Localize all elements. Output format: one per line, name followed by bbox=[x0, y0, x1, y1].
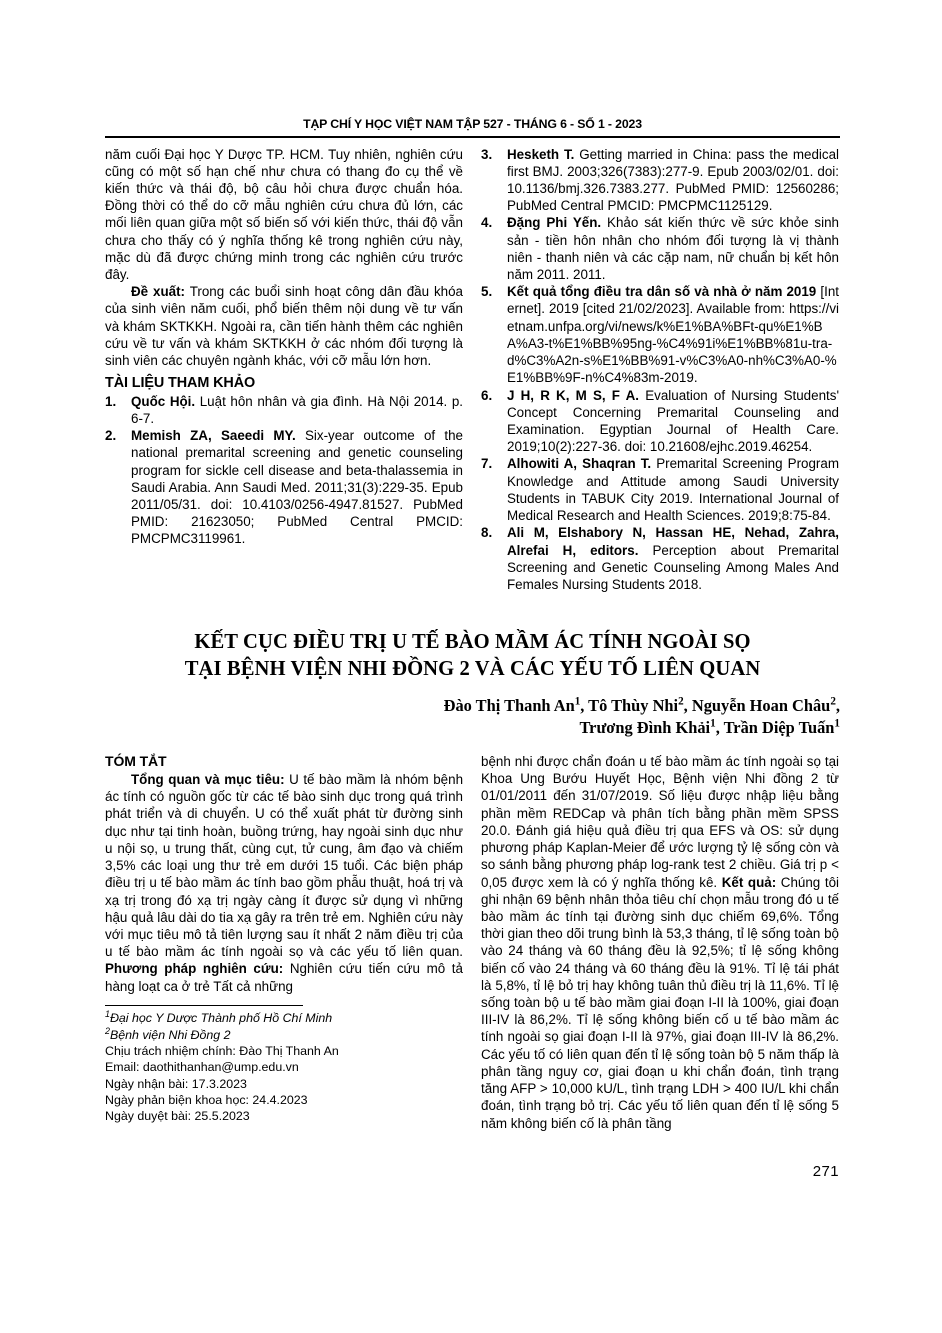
previous-article-columns bbox=[105, 146, 840, 594]
reference-item bbox=[481, 283, 839, 386]
accepted-date: Ngày duyệt bài: 25.5.2023 bbox=[105, 1108, 250, 1123]
page-number: 271 bbox=[812, 1163, 839, 1180]
abstract-results-label: Kết quả: bbox=[721, 874, 777, 890]
article-title-line-1: KẾT CỤC ĐIỀU TRỊ U TẾ BÀO MẦM ÁC TÍNH NGOÀI SỌ bbox=[194, 631, 751, 654]
reference-authors: Đặng Phi Yến. bbox=[507, 215, 602, 231]
reference-item bbox=[481, 387, 839, 456]
page-content bbox=[105, 118, 840, 1132]
authors-line-2: Trương Đình Khải$^1$, Trần Diệp Tuấn$^1$ bbox=[579, 717, 840, 738]
abstract-columns bbox=[105, 753, 840, 1132]
reference-number: 7. bbox=[481, 456, 493, 472]
reference-number: 3. bbox=[481, 146, 493, 162]
reference-authors: J H, R K, M S, F A. bbox=[507, 387, 640, 403]
article-header bbox=[105, 629, 840, 739]
reference-text: Khảo sát kiến thức về sức khỏe sinh sản - tiền hôn nhân cho nhóm đối tượng là vị thành niên - thanh niên và các cặp nam, nữ chuẩn bị kết hôn năm 2011. 2011. bbox=[507, 215, 839, 283]
article-authors bbox=[105, 695, 840, 739]
reference-authors: Memish ZA, Saeedi MY. bbox=[131, 428, 296, 444]
affiliation-2-marker: 2 bbox=[105, 1026, 110, 1037]
reference-item bbox=[105, 393, 463, 427]
reference-item bbox=[481, 214, 839, 283]
running-head: TẠP CHÍ Y HỌC VIỆT NAM TẬP 527 - THÁNG 6 - SỐ 1 - 2023 bbox=[303, 117, 642, 131]
abstract-methods-label: Phương pháp nghiên cứu: bbox=[105, 961, 284, 977]
reference-list-right bbox=[481, 146, 839, 594]
recommendation-paragraph bbox=[105, 283, 463, 369]
abstract-results-text: Chúng tôi ghi nhận 69 bệnh nhân thỏa tiêu chí chọn mẫu trong đó u tế bào mầm ác tính tại đường sinh dục chiếm 69,6%. Tổng thời gian theo dõi trung bình là 53,3 tháng, tỉ lệ sống toàn bộ vào 24 tháng và 60 tháng đều là 92,5%; tỉ lệ sống không biến cố vào 24 tháng và 60 tháng đều là 91%. Tỉ lệ tái phát là 5,8%, tỉ lệ bỏ trị hay không tuân thủ điều trị là 11,6%. Tỉ lệ sống toàn bộ u tế bào mầm giai đoạn I-II là 100%, giai đoạn III-IV là 86,2%. Tỉ lệ sống không biến cố u tế bào mầm ác tính ngoài sọ giai đoạn I-II là 97%, giai đoạn III-IV là 86,2%. Các yếu tố có liên quan đến tỉ lệ sống toàn bộ 5 năm thấp là phân tầng nguy cơ, giai đoạn u khi chẩn đoán, tình trạng tăng AFP > 10,000 kU/L, tình trạng LDH > 400 IU/L khi chẩn đoán, tình trạng bỏ trị. Các yếu tố liên quan đến tỉ lệ sống 5 năm không biến cố là phân tầng bbox=[481, 874, 839, 1131]
abstract-right-column bbox=[481, 753, 839, 1132]
authors-line-1: Đào Thị Thanh An$^1$, Tô Thùy Nhi$^2$, Nguyễn Hoan Châu$^2$, bbox=[443, 695, 840, 716]
reference-text: Getting married in China: pass the medical first BMJ. 2003;326(7383):277-9. Epub 2003/02/01. doi: 10.1136/bmj.326.7383.277. PubMed PMID: 12560286; PubMed Central PMCID: PMCPMC1125129. bbox=[507, 146, 839, 214]
contact-email: Email: daothithanhan@ump.edu.vn bbox=[105, 1060, 299, 1075]
reference-item bbox=[481, 455, 839, 524]
reference-text: Evaluation of Nursing Students' Concept Concerning Premarital Counseling and Examination. Egyptian Journal of Health Care. 2019;10(2):227-36. doi: 10.21608/ejhc.2019.46254. bbox=[507, 387, 839, 455]
reference-item bbox=[481, 146, 839, 215]
reference-text: [Internet]. 2019 [cited 21/02/2023]. Available from: https://vietnam.unfpa.org/vi/news/k%E1%BA%BFt-qu%E1%BA%A3-t%E1%BB%95ng-%C4%91i%E1%BB%81u-tra-d%C3%A2n-s%E1%BB%91-v%C3%A0-nh%C3%A0-%E1%BB%9F-n%C4%83m-2019. bbox=[507, 284, 839, 386]
abstract-left-column bbox=[105, 753, 463, 1124]
left-column bbox=[105, 146, 463, 548]
abstract-heading: TÓM TẮT bbox=[105, 752, 167, 769]
reference-number: 6. bbox=[481, 387, 493, 403]
received-date: Ngày nhận bài: 17.3.2023 bbox=[105, 1076, 247, 1091]
header-rule bbox=[105, 136, 840, 138]
reference-authors: Alhowiti A, Shaqran T. bbox=[507, 456, 652, 472]
reference-list-left bbox=[105, 393, 463, 548]
footnote-rule bbox=[105, 1005, 303, 1006]
review-date: Ngày phản biện khoa học: 24.4.2023 bbox=[105, 1092, 308, 1107]
reference-item bbox=[481, 524, 839, 593]
reference-number: 4. bbox=[481, 215, 493, 231]
recommendation-text: Trong các buổi sinh hoạt công dân đầu khóa của sinh viên năm cuối, phổ biến thêm nội dung về tư vấn và khám SKTKKH. Ngoài ra, cần tiến hành thêm các nghiên cứu về tư vấn và khám SKTKKH ở các nhóm đối tượng là sinh viên các chuyên ngành khác, với cỡ mẫu lớn hơn. bbox=[105, 284, 463, 369]
reference-authors: Ali M, Elshabory N, Hassan HE, Nehad, Zahra, Alrefai H, editors. bbox=[507, 525, 839, 558]
affiliation-1-text: Đại học Y Dược Thành phố Hồ Chí Minh bbox=[109, 1010, 333, 1025]
affiliation-2-text: Bệnh viện Nhi Đồng 2 bbox=[109, 1028, 231, 1043]
abstract-paragraph: Tổng quan và mục tiêu: U tế bào mầm là nhóm bệnh ác tính có nguồn gốc từ các tế bào sinh dục trong quá trình phát triển và di chuyển. U có thể xuất phát từ đường sinh dục như tại tinh hoàn, buồng trứng, hay ngoài sinh dục như u nội sọ, u trung thất, cùng cụt, tử cung, âm đạo và chiếm 3,5% các loại ung thư trẻ em dưới 15 tuổi. Các biện pháp điều trị u tế bào mầm ác tính bao gồm phẫu thuật, hoá trị và xạ trị trong đó xạ trị ngày càng ít được sử dụng vì những hậu quả lâu dài do tia xạ gây ra trên trẻ em. Nghiên cứu này với mục tiêu mô tả tiên lượng sau ít nhất 2 năm điều trị của u tế bào mầm ác tính ngoài sọ và các yếu tố liên quan. Phương pháp nghiên cứu: Nghiên cứu tiến cứu mô tả hàng loạt ca ở trẻ Tất cả những bbox=[105, 771, 464, 994]
reference-number: 2. bbox=[105, 428, 117, 444]
reference-number: 5. bbox=[481, 284, 493, 300]
abstract-overview-label: Tổng quan và mục tiêu: bbox=[131, 771, 285, 787]
reference-text: Six-year outcome of the national premarital screening and genetic counseling program for sickle cell disease and beta-thalassemia in Saudi Arabia. Ann Saudi Med. 2011;31(3):229-35. Epub 2011/05/31. doi: 10.4103/0256-4947.81527. PubMed PMID: 21623050; PubMed Central PMCID: PMCPMC3119961. bbox=[131, 428, 463, 547]
affiliation-1-marker: 1 bbox=[105, 1008, 110, 1019]
abstract-overview-text: U tế bào mầm là nhóm bệnh ác tính có nguồn gốc từ các tế bào sinh dục trong quá trình phát triển và di chuyển. U có thể xuất phát từ đường sinh dục như tại tinh hoàn, buồng trứng, hay ngoài sinh dục như u nội sọ, u trung thất, cùng cụt, tử cung, âm đạo và chiếm 3,5% các loại ung thư trẻ em dưới 15 tuổi. Các biện pháp điều trị u tế bào mầm ác tính bao gồm phẫu thuật, hoá trị và xạ trị trong đó xạ trị ngày càng ít được sử dụng vì những hậu quả lâu dài do tia xạ gây ra trên trẻ em. Nghiên cứu này với mục tiêu mô tả tiên lượng sau ít nhất 2 năm điều trị của u tế bào mầm ác tính ngoài sọ và các yếu tố liên quan. bbox=[105, 771, 464, 960]
page-title bbox=[105, 629, 840, 683]
reference-item bbox=[105, 427, 463, 548]
responsible-author: Chịu trách nhiệm chính: Đào Thị Thanh An bbox=[105, 1044, 339, 1059]
references-heading: TÀI LIỆU THAM KHẢO bbox=[105, 375, 256, 392]
reference-text: Perception about Premarital Screening and Genetic Counseling Among Males And Females Nursing Students 2018. bbox=[507, 542, 839, 592]
recommendation-label: Đề xuất: bbox=[131, 284, 186, 300]
reference-authors: Quốc Hội. bbox=[131, 393, 196, 409]
abstract-paragraph-continued: bệnh nhi được chẩn đoán u tế bào mầm ác tính ngoài sọ tại Khoa Ung Bướu Huyết Học, Bệnh viện Nhi đồng 2 từ 01/01/2011 đến 31/07/2019. Số liệu được nhập liệu bằng phần mềm REDCap và phân tích bằng phần mềm SPSS 20.0. Đánh giá hiệu quả điều trị qua EFS và OS: sử dụng phương pháp Kaplan-Meier để ước lượng tỷ lệ sống còn và so sánh bằng phương pháp log-rank test 2 chiều. Giá trị p < 0,05 được xem là có ý nghĩa thống kê. Kết quả: Chúng tôi ghi nhận 69 bệnh nhân thỏa tiêu chí chọn mẫu trong đó u tế bào mầm ác tính tại đường sinh dục chiếm 69,6%. Tổng thời gian theo dõi trung bình là 53,3 tháng, tỉ lệ sống toàn bộ vào 24 tháng và 60 tháng đều là 92,5%; tỉ lệ sống không biến cố vào 24 tháng và 60 tháng đều là 91%. Tỉ lệ tái phát là 5,8%, tỉ lệ bỏ trị hay không tuân thủ điều trị là 11,6%. Tỉ lệ sống toàn bộ u tế bào mầm giai đoạn I-II là 100%, giai đoạn III-IV là 86,2%. Tỉ lệ sống không biến cố u tế bào mầm ác tính ngoài sọ giai đoạn I-II là 97%, giai đoạn III-IV là 86,2%. Các yếu tố có liên quan đến tỉ lệ sống toàn bộ 5 năm thấp là phân tầng nguy cơ, giai đoạn u khi chẩn đoán, tình trạng tăng AFP > 10,000 kU/L, tình trạng LDH > 400 IU/L khi chẩn đoán, tình trạng bỏ trị. Các yếu tố liên quan đến tỉ lệ sống 5 năm không biến cố là phân tầng bbox=[481, 753, 839, 1131]
reference-authors: Hesketh T. bbox=[507, 146, 575, 162]
reference-number: 8. bbox=[481, 525, 493, 541]
continued-paragraph: năm cuối Đại học Y Dược TP. HCM. Tuy nhiên, nghiên cứu cũng có một số hạn chế như chưa có thang đo cụ thể về kiến thức và thái độ, bộ câu hỏi chưa được chuẩn hóa. Đồng thời có thể do cỡ mẫu nghiên cứu chưa đủ lớn, các mối liên quan giữa một số biến số với kiến thức, thái độ vẫn chưa cho thấy có ý nghĩa thống kê trong nghiên cứu này, mặc dù đã được chứng minh trong các nghiên cứu trước đây. bbox=[105, 146, 463, 283]
affiliation-2 bbox=[105, 1026, 463, 1043]
reference-text: Luật hôn nhân và gia đình. Hà Nội 2014. p. 6-7. bbox=[131, 393, 464, 426]
footnote-block bbox=[105, 1009, 463, 1124]
affiliation-1 bbox=[105, 1009, 463, 1026]
article-title-line-2: TẠI BỆNH VIỆN NHI ĐỒNG 2 VÀ CÁC YẾU TỐ LIÊN QUAN bbox=[184, 657, 761, 680]
right-column bbox=[481, 146, 839, 594]
reference-number: 1. bbox=[105, 393, 117, 409]
reference-text: Premarital Screening Program Knowledge and Attitude among Saudi University Students in TABUK City 2019. International Journal of Medical Research and Health Sciences. 2019;8:75-84. bbox=[507, 456, 839, 524]
reference-authors: Kết quả tổng điều tra dân số và nhà ở năm 2019 bbox=[507, 284, 817, 300]
